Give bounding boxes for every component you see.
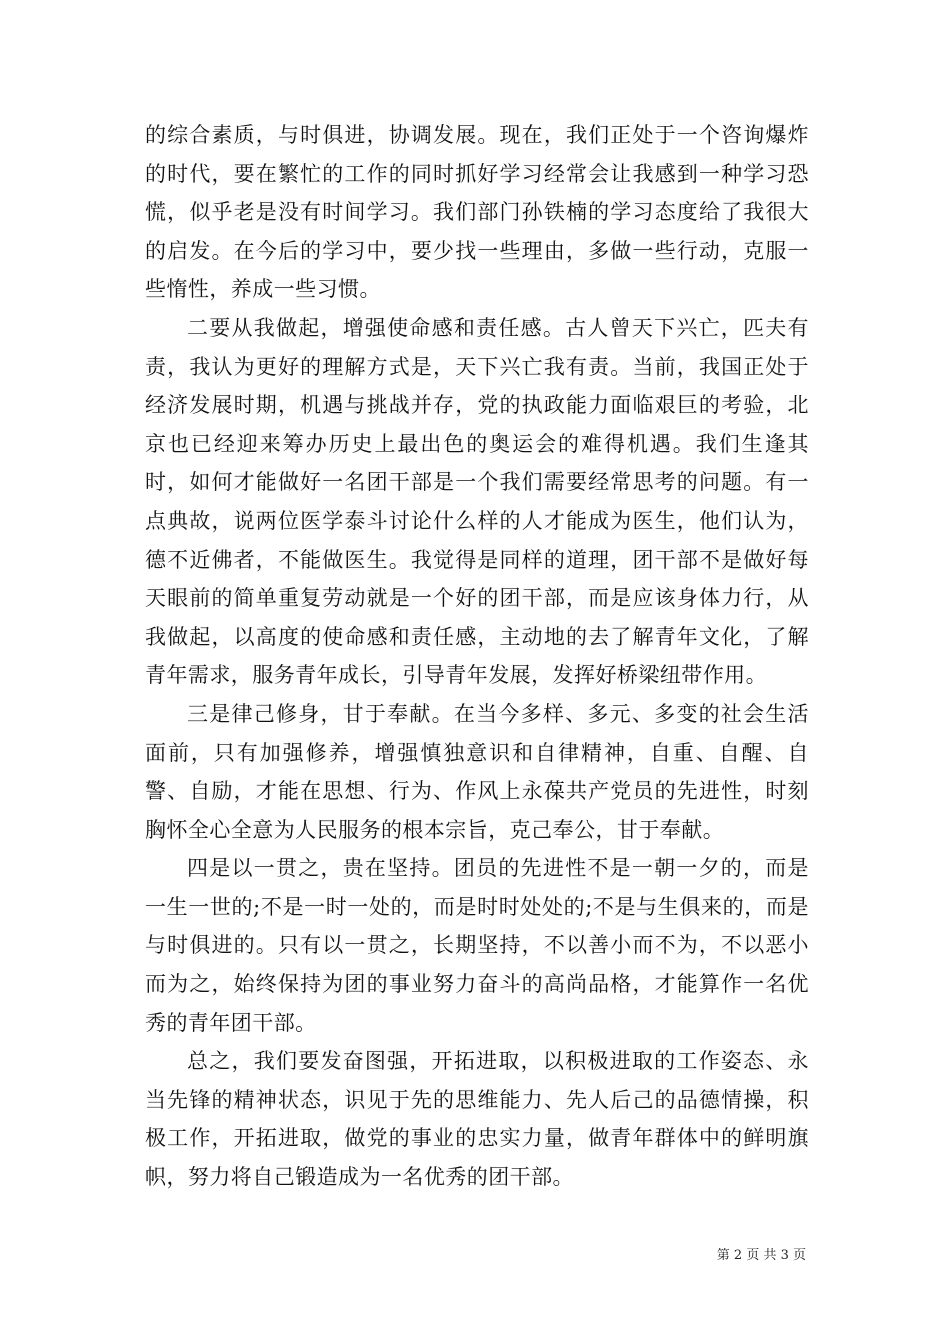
- paragraph-self-discipline: 三是律己修身，甘于奉献。在当今多样、多元、多变的社会生活面前，只有加强修养，增强慎独意识和自律精神，自重、自醒、自警、自励，才能在思想、行为、作风上永葆共产党员的先进性，时刻胸怀全心全意为人民服务的根本宗旨，克己奉公，甘于奉献。: [145, 701, 809, 842]
- body-text: [145, 116, 809, 1197]
- paragraph-continuation: 的综合素质，与时俱进，协调发展。现在，我们正处于一个咨询爆炸的时代，要在繁忙的工作的同时抓好学习经常会让我感到一种学习恐慌，似乎老是没有时间学习。我们部门孙铁楠的学习态度给了我很大的启发。在今后的学习中，要少找一些理由，多做一些行动，克服一些惰性，养成一些习惯。: [145, 123, 809, 302]
- page-number-footer: 第 2 页 共 3 页: [716, 1248, 806, 1263]
- paragraph-persistence: 四是以一贯之，贵在坚持。团员的先进性不是一朝一夕的，而是一生一世的;不是一时一处的，而是时时处处的;不是与生俱来的，而是与时俱进的。只有以一贯之，长期坚持，不以善小而不为，不以恶小而为之，始终保持为团的事业努力奋斗的高尚品格，才能算作一名优秀的青年团干部。: [145, 856, 809, 1035]
- paragraph-mission-responsibility: 二要从我做起，增强使命感和责任感。古人曾天下兴亡，匹夫有责，我认为更好的理解方式是，天下兴亡我有责。当前，我国正处于经济发展时期，机遇与挑战并存，党的执政能力面临艰巨的考验，北京也已经迎来筹办历史上最出色的奥运会的难得机遇。我们生逢其时，如何才能做好一名团干部是一个我们需要经常思考的问题。有一点典故，说两位医学泰斗讨论什么样的人才能成为医生，他们认为，德不近佛者，不能做医生。我觉得是同样的道理，团干部不是做好每天眼前的简单重复劳动就是一个好的团干部，而是应该身体力行，从我做起，以高度的使命感和责任感，主动地的去了解青年文化，了解青年需求，服务青年成长，引导青年发展，发挥好桥梁纽带作用。: [145, 315, 809, 688]
- paragraph-conclusion: 总之，我们要发奋图强，开拓进取，以积极进取的工作姿态、永当先锋的精神状态，识见于先的思维能力、先人后己的品德情操，积极工作，开拓进取，做党的事业的忠实力量，做青年群体中的鲜明旗帜，努力将自己锻造成为一名优秀的团干部。: [145, 1049, 809, 1190]
